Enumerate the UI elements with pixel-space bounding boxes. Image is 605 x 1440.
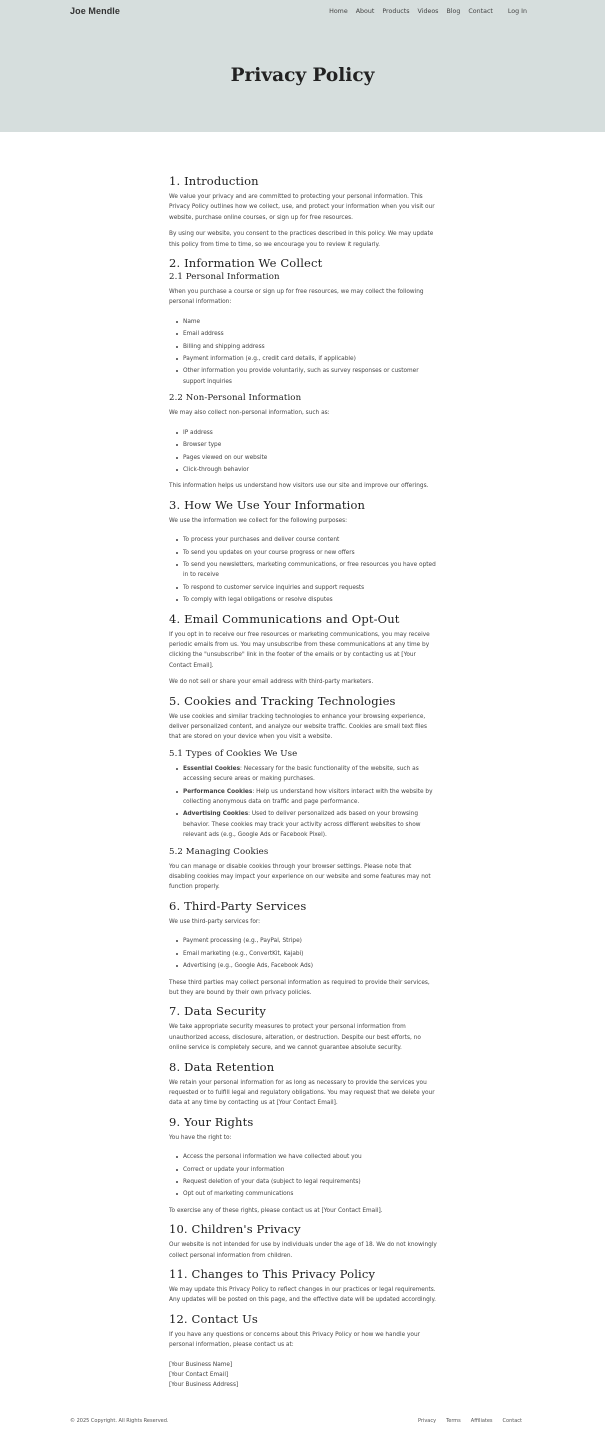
list-item (169, 809, 437, 840)
list-item: Opt out of marketing communications (169, 1189, 437, 1199)
third-party-list (169, 936, 437, 971)
section-heading: 12. Contact Us (169, 1311, 258, 1326)
business-address: [Your Business Address] (169, 1382, 239, 1389)
personal-info-list (169, 317, 437, 387)
list-item: Email marketing (e.g., ConvertKit, Kajabi) (169, 949, 437, 959)
list-item: Payment information (e.g., credit card details, if applicable) (169, 354, 437, 364)
list-item: To comply with legal obligations or resolve disputes (169, 595, 437, 605)
section-data-retention (169, 1060, 437, 1109)
footer-link-affiliates[interactable]: Affiliates (470, 1418, 493, 1424)
paragraph: Our website is not intended for use by individuals under the age of 18. We do not knowingly collect personal information from children. (169, 1242, 437, 1259)
contact-address (169, 1360, 437, 1391)
list-item (169, 787, 437, 808)
paragraph: If you opt in to receive our free resources or marketing communications, you may receive periodic emails from us. You may unsubscribe from these communications at any time by clicking the "unsubscribe" link in the footer of the emails or by contacting us at [Your Contact Email]. (169, 631, 430, 669)
list-item: Name (169, 317, 437, 327)
paragraph: This information helps us understand how visitors use our site and improve our offerings. (169, 483, 429, 490)
paragraph: We may update this Privacy Policy to reflect changes in our practices or legal requirements. Any updates will be posted on this page, and the effective date will be updated accordingly. (169, 1287, 436, 1304)
list-item: Browser type (169, 440, 437, 450)
list-item: To process your purchases and deliver course content (169, 535, 437, 545)
header-banner (0, 0, 605, 132)
cookie-types-list (169, 764, 437, 841)
section-heading: 5. Cookies and Tracking Technologies (169, 693, 396, 708)
paragraph: You can manage or disable cookies through your browser settings. Please note that disabling cookies may impact your experience on our website and some features may not function properly. (169, 863, 431, 891)
page-title: Privacy Policy (230, 65, 375, 86)
site-brand[interactable]: Joe Mendle (70, 6, 121, 16)
subsection-heading: 5.2 Managing Cookies (169, 846, 269, 857)
section-heading: 2. Information We Collect (169, 256, 323, 271)
list-item: Other information you provide voluntarily, such as survey responses or customer support inquiries (169, 366, 437, 387)
section-childrens-privacy (169, 1222, 437, 1261)
cookie-term: Essential Cookies (183, 765, 241, 772)
section-heading: 10. Children's Privacy (169, 1222, 301, 1237)
list-item: To send you updates on your course progress or new offers (169, 548, 437, 558)
section-third-party (169, 899, 437, 998)
cookie-term: Performance Cookies (183, 788, 253, 795)
footer-link-contact[interactable]: Contact (502, 1418, 522, 1424)
list-item: Pages viewed on our website (169, 453, 437, 463)
cookie-description: : Help us understand how visitors interact with the website by collecting anonymous data on traffic and page performance. (183, 788, 433, 806)
nav-contact[interactable]: Contact (468, 8, 493, 15)
paragraph: We use third-party services for: (169, 918, 261, 925)
list-item: Billing and shipping address (169, 342, 437, 352)
paragraph: We value your privacy and are committed to protecting your personal information. This Privacy Policy outlines how we collect, use, and protect your information when you visit our website, purchase online courses, or sign up for free resources. (169, 194, 435, 221)
paragraph: When you purchase a course or sign up for free resources, we may collect the following personal information: (169, 289, 424, 306)
policy-content (169, 174, 437, 1391)
list-item: Payment processing (e.g., PayPal, Stripe) (169, 936, 437, 946)
section-information-we-collect (169, 256, 437, 492)
paragraph: We do not sell or share your email address with third-party marketers. (169, 679, 374, 686)
subsection-heading: 2.1 Personal Information (169, 272, 280, 283)
business-name: [Your Business Name] (169, 1361, 233, 1368)
nav-videos[interactable]: Videos (417, 8, 439, 15)
paragraph: To exercise any of these rights, please contact us at [Your Contact Email]. (169, 1207, 383, 1214)
section-heading: 8. Data Retention (169, 1059, 275, 1074)
footer-link-privacy[interactable]: Privacy (417, 1418, 437, 1424)
list-item: Email address (169, 329, 437, 339)
contact-email: [Your Contact Email] (169, 1372, 229, 1379)
copyright-text: © 2025 Copyright. All Rights Reserved. (70, 1418, 169, 1424)
subsection-heading: 2.2 Non-Personal Information (169, 393, 302, 404)
nav-about[interactable]: About (355, 8, 375, 15)
paragraph: We retain your personal information for as long as necessary to provide the services you requested or to fulfill legal and regulatory obligations. You may request that we delete your data at any time by contacting us at [Your Contact Email]. (169, 1079, 435, 1107)
nav-home[interactable]: Home (329, 8, 348, 15)
list-item: To respond to customer service inquiries and support requests (169, 583, 437, 593)
section-your-rights (169, 1115, 437, 1216)
paragraph: We may also collect non-personal information, such as: (169, 410, 330, 417)
list-item: IP address (169, 428, 437, 438)
paragraph: We use cookies and similar tracking technologies to enhance your browsing experience, deliver personalized content, and analyze our website traffic. Cookies are small text files that are stored on your device when you visit a website. (169, 713, 427, 741)
section-contact-us (169, 1312, 437, 1391)
list-item: Click-through behavior (169, 465, 437, 475)
section-policy-changes (169, 1267, 437, 1306)
section-heading: 11. Changes to This Privacy Policy (169, 1267, 376, 1281)
section-cookies (169, 694, 437, 893)
rights-list (169, 1152, 437, 1200)
list-item: Request deletion of your data (subject to legal requirements) (169, 1177, 437, 1187)
cookie-description: : Necessary for the basic functionality of the website, such as accessing secure areas or making purchases. (183, 765, 419, 783)
list-item (169, 764, 437, 785)
nav-blog[interactable]: Blog (446, 8, 461, 15)
section-heading: 3. How We Use Your Information (169, 497, 366, 512)
login-link[interactable]: Log In (507, 8, 527, 15)
subsection-heading: 5.1 Types of Cookies We Use (169, 748, 298, 759)
list-item: Advertising (e.g., Google Ads, Facebook Ads) (169, 961, 437, 971)
footer-links (418, 1418, 522, 1424)
paragraph: By using our website, you consent to the practices described in this policy. We may update this policy from time to time, so we encourage you to review it regularly. (169, 231, 434, 248)
list-item: Correct or update your information (169, 1165, 437, 1175)
non-personal-info-list (169, 428, 437, 476)
section-heading: 6. Third-Party Services (169, 898, 307, 913)
cookie-description: : Used to deliver personalized ads based on your browsing behavior. These cookies may track your activity across different websites to show relevant ads (e.g., Google Ads or Facebook Pixel). (183, 811, 421, 839)
section-heading: 4. Email Communications and Opt-Out (169, 611, 400, 626)
paragraph: We use the information we collect for the following purposes: (169, 517, 348, 524)
nav-products[interactable]: Products (382, 8, 410, 15)
usage-list (169, 535, 437, 605)
paragraph: These third parties may collect personal information as required to provide their services, but they are bound by their own privacy policies. (169, 979, 430, 996)
list-item: Access the personal information we have collected about you (169, 1152, 437, 1162)
section-introduction (169, 174, 437, 250)
paragraph: You have the right to: (169, 1134, 232, 1141)
main-nav (329, 8, 527, 15)
section-email-communications (169, 612, 437, 688)
section-heading: 1. Introduction (169, 174, 259, 188)
section-data-security (169, 1004, 437, 1053)
list-item: To send you newsletters, marketing communications, or free resources you have opted in to receive (169, 560, 437, 581)
paragraph: If you have any questions or concerns about this Privacy Policy or how we handle your personal information, please contact us at: (169, 1331, 421, 1349)
cookie-term: Advertising Cookies (183, 811, 249, 818)
paragraph: We take appropriate security measures to protect your personal information from unauthorized access, disclosure, alteration, or destruction. Despite our best efforts, no online service is completely secure, and we cannot guarantee absolute security. (169, 1024, 421, 1052)
section-heading: 9. Your Rights (169, 1114, 254, 1129)
footer-link-terms[interactable]: Terms (446, 1418, 461, 1424)
section-heading: 7. Data Security (169, 1004, 267, 1019)
section-how-we-use (169, 498, 437, 606)
